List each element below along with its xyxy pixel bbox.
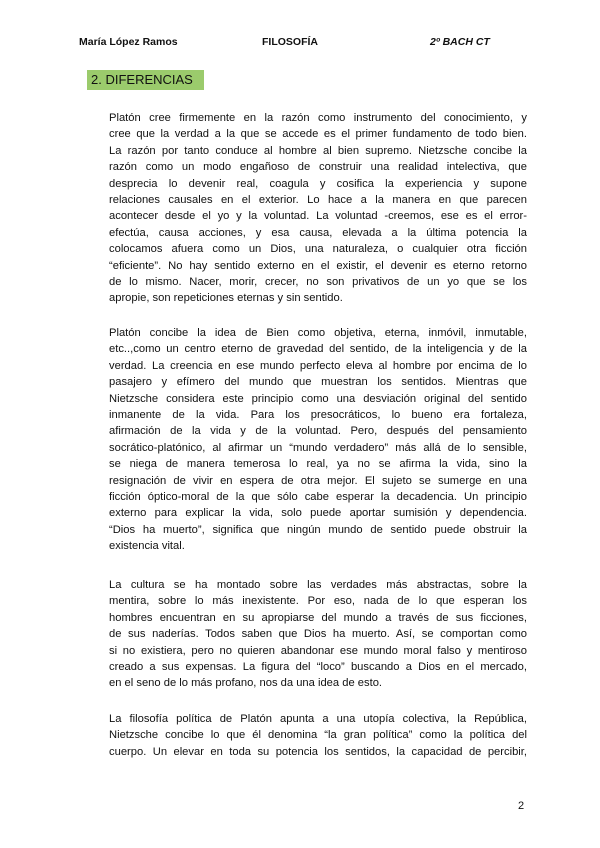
text-line: cuerpo. Un elevar en toda su potencia los sentidos, la capacidad de percibir, [109, 745, 527, 758]
text-line: ficción óptico-moral de la que sólo cabe esperar la decadencia. Un principio [109, 490, 527, 503]
paragraph-4 [109, 711, 527, 760]
text-line: en el seno de lo más profano, nos da una idea de esto. [109, 677, 383, 690]
text-line: afirmación de la vida y de la voluntad. Pero, después del pensamiento [109, 425, 527, 438]
header-author: María López Ramos [79, 36, 178, 48]
text-line: La razón por tanto conduce al hombre al bien supremo. Nietzsche concibe la [109, 144, 527, 157]
text-line: hombres encuentran en su apropiarse del mundo a través de sus ficciones, [109, 611, 527, 624]
paragraph-1 [109, 110, 527, 307]
paragraph-2 [109, 325, 527, 554]
header-subject: FILOSOFÍA [262, 36, 318, 48]
text-line: La cultura se ha montado sobre las verdades más abstractas, sobre la [109, 579, 527, 591]
text-line: socrático-platónico, al afirmar un “mundo verdadero” más allá de lo sensible, [109, 441, 527, 454]
text-line: existencia vital. [109, 540, 185, 553]
text-line: de sus naderías. Todos saben que Dios ha muerto. Así, se comportan como [109, 628, 527, 641]
text-line: efectúa, causa acciones, y esa causa, elevada a la última potencia la [109, 226, 527, 239]
paragraph-3 [109, 577, 527, 692]
text-line: pasajero y efímero del mundo que muestran los sentidos. Mientras que [109, 376, 527, 389]
text-line: resignación de vivir en espera de otra mejor. El sujeto se sumerge en una [109, 474, 527, 487]
text-line: relaciones causales en el exterior. Lo hace a la manera en que parecen [109, 193, 527, 206]
text-line: apropie, son repeticiones eternas y sin sentido. [109, 292, 343, 305]
text-line: Nietzsche concibe lo que él denomina “la gran política” como la política del [109, 729, 527, 742]
text-line: cree que la verdad a la que se accede es el primer fundamento de todo bien. [109, 128, 527, 141]
section-heading: 2. DIFERENCIAS [87, 70, 204, 90]
text-line: verdad. La creencia en ese mundo perfecto eleva al hombre por encima de lo [109, 359, 527, 372]
text-line: acontecer desde el yo y la voluntad. La voluntad -creemos, ese es el error- [109, 210, 527, 223]
text-line: de lo mismo. Nacer, morir, crecer, no son privativos de un yo que se los [109, 275, 527, 288]
text-line: etc..,como un centro eterno de gravedad del sentido, de la inteligencia y de la [109, 343, 527, 356]
text-line: colocamos afuera como un Dios, una naturaleza, o cualquier otra ficción [109, 243, 527, 256]
text-line: La filosofía política de Platón apunta a una utopía colectiva, la República, [109, 713, 527, 725]
text-line: externo para explicar la vida, solo puede aportar sumisión y dependencia. [109, 507, 527, 520]
text-line: si no existiera, pero no quieren abandonar ese mundo moral falso y mentiroso [109, 644, 527, 657]
text-line: Nietzsche considera este principio como una desviación original del sentido [109, 392, 527, 405]
text-line: “Dios ha muerto”, significa que ningún mundo de sentido puede obstruir la [109, 523, 527, 536]
header-course: 2º BACH CT [430, 36, 490, 48]
text-line: Platón concibe la idea de Bien como objetiva, eterna, inmóvil, inmutable, [109, 327, 527, 339]
text-line: inmanente de la vida. Para los presocráticos, lo bueno era fortaleza, [109, 408, 527, 421]
text-line: creado a sus expensas. La figura del “loco” buscando a Dios en el mercado, [109, 660, 527, 673]
text-line: se niega de manera temerosa lo real, ya no se afirma la vida, sino la [109, 458, 527, 471]
text-line: desprecia lo devenir real, coagula y cosifica la experiencia y supone [109, 177, 527, 190]
text-line: “eficiente”. No hay sentido externo en el existir, el devenir es eterno retorno [109, 259, 527, 272]
text-line: mentira, sobre lo más inexistente. Por eso, nada de lo que esperan los [109, 595, 527, 608]
text-line: Platón cree firmemente en la razón como instrumento del conocimiento, y [109, 112, 527, 124]
text-line: razón como un modo engañoso de construir una realidad intelectiva, que [109, 161, 527, 174]
page-number: 2 [518, 800, 525, 812]
